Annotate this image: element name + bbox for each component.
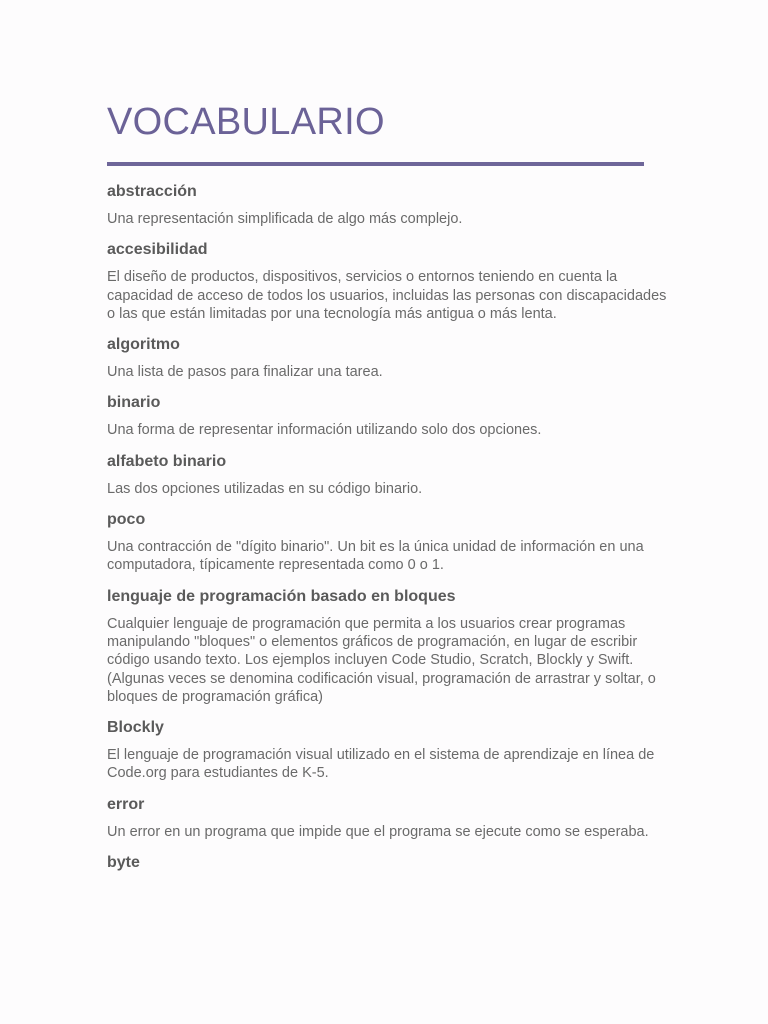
- vocab-definition: Cualquier lenguaje de programación que permita a los usuarios crear programas manipulando "bloques" o elementos gráficos de programación, en lugar de escribir código usando texto. Los ejemplos incluyen Code Studio, Scratch, Blockly y Swift. (Algunas veces se denomina codificación visual, programación de arrastrar y soltar, o bloques de programación gráfica): [107, 615, 656, 705]
- vocab-entry-binario: [107, 393, 667, 439]
- vocab-definition: Una representación simplificada de algo más complejo.: [107, 211, 463, 227]
- vocab-term: abstracción: [107, 183, 197, 200]
- vocab-term: accesibilidad: [107, 241, 208, 259]
- vocab-term: error: [107, 795, 145, 813]
- vocab-term: algoritmo: [107, 336, 180, 354]
- vocab-term: poco: [107, 511, 146, 529]
- page-title: VOCABULARIO: [107, 101, 385, 143]
- vocab-definition: Un error en un programa que impide que el programa se ejecute como se esperaba.: [107, 823, 649, 840]
- vocab-entry-abstraccion: [107, 182, 667, 228]
- vocabulary-page: [107, 96, 667, 885]
- vocab-entry-poco: [107, 510, 667, 575]
- vocab-term: byte: [107, 854, 140, 872]
- vocab-definition: El diseño de productos, dispositivos, servicios o entornos teniendo en cuenta la capacidad de acceso de todos los usuarios, incluidas las personas con discapacidades o las que están limitadas por una tecnología más antigua o más lenta.: [107, 269, 667, 322]
- vocab-entry-blockly: [107, 718, 667, 783]
- vocab-definition: Una forma de representar información utilizando solo dos opciones.: [107, 422, 542, 439]
- vocab-term: Blockly: [107, 719, 164, 737]
- vocab-definition: Una contracción de "dígito binario". Un bit es la única unidad de información en una computadora, típicamente representada como 0 o 1.: [107, 539, 644, 574]
- vocab-entry-alfabeto-binario: [107, 452, 667, 498]
- vocab-entry-byte: [107, 853, 667, 873]
- vocab-term: lenguaje de programación basado en bloques: [107, 587, 456, 605]
- vocab-definition: Una lista de pasos para finalizar una tarea.: [107, 364, 383, 381]
- vocab-term: binario: [107, 394, 161, 412]
- vocab-definition: Las dos opciones utilizadas en su código binario.: [107, 480, 423, 497]
- title-divider: [107, 162, 644, 166]
- vocab-definition: El lenguaje de programación visual utilizado en el sistema de aprendizaje en línea de Code.org para estudiantes de K-5.: [107, 747, 655, 782]
- vocab-entry-accesibilidad: [107, 240, 667, 323]
- vocab-entry-lenguaje-bloques: [107, 587, 667, 706]
- vocab-entry-algoritmo: [107, 335, 667, 381]
- vocab-term: alfabeto binario: [107, 452, 227, 470]
- vocab-entry-error: [107, 795, 667, 841]
